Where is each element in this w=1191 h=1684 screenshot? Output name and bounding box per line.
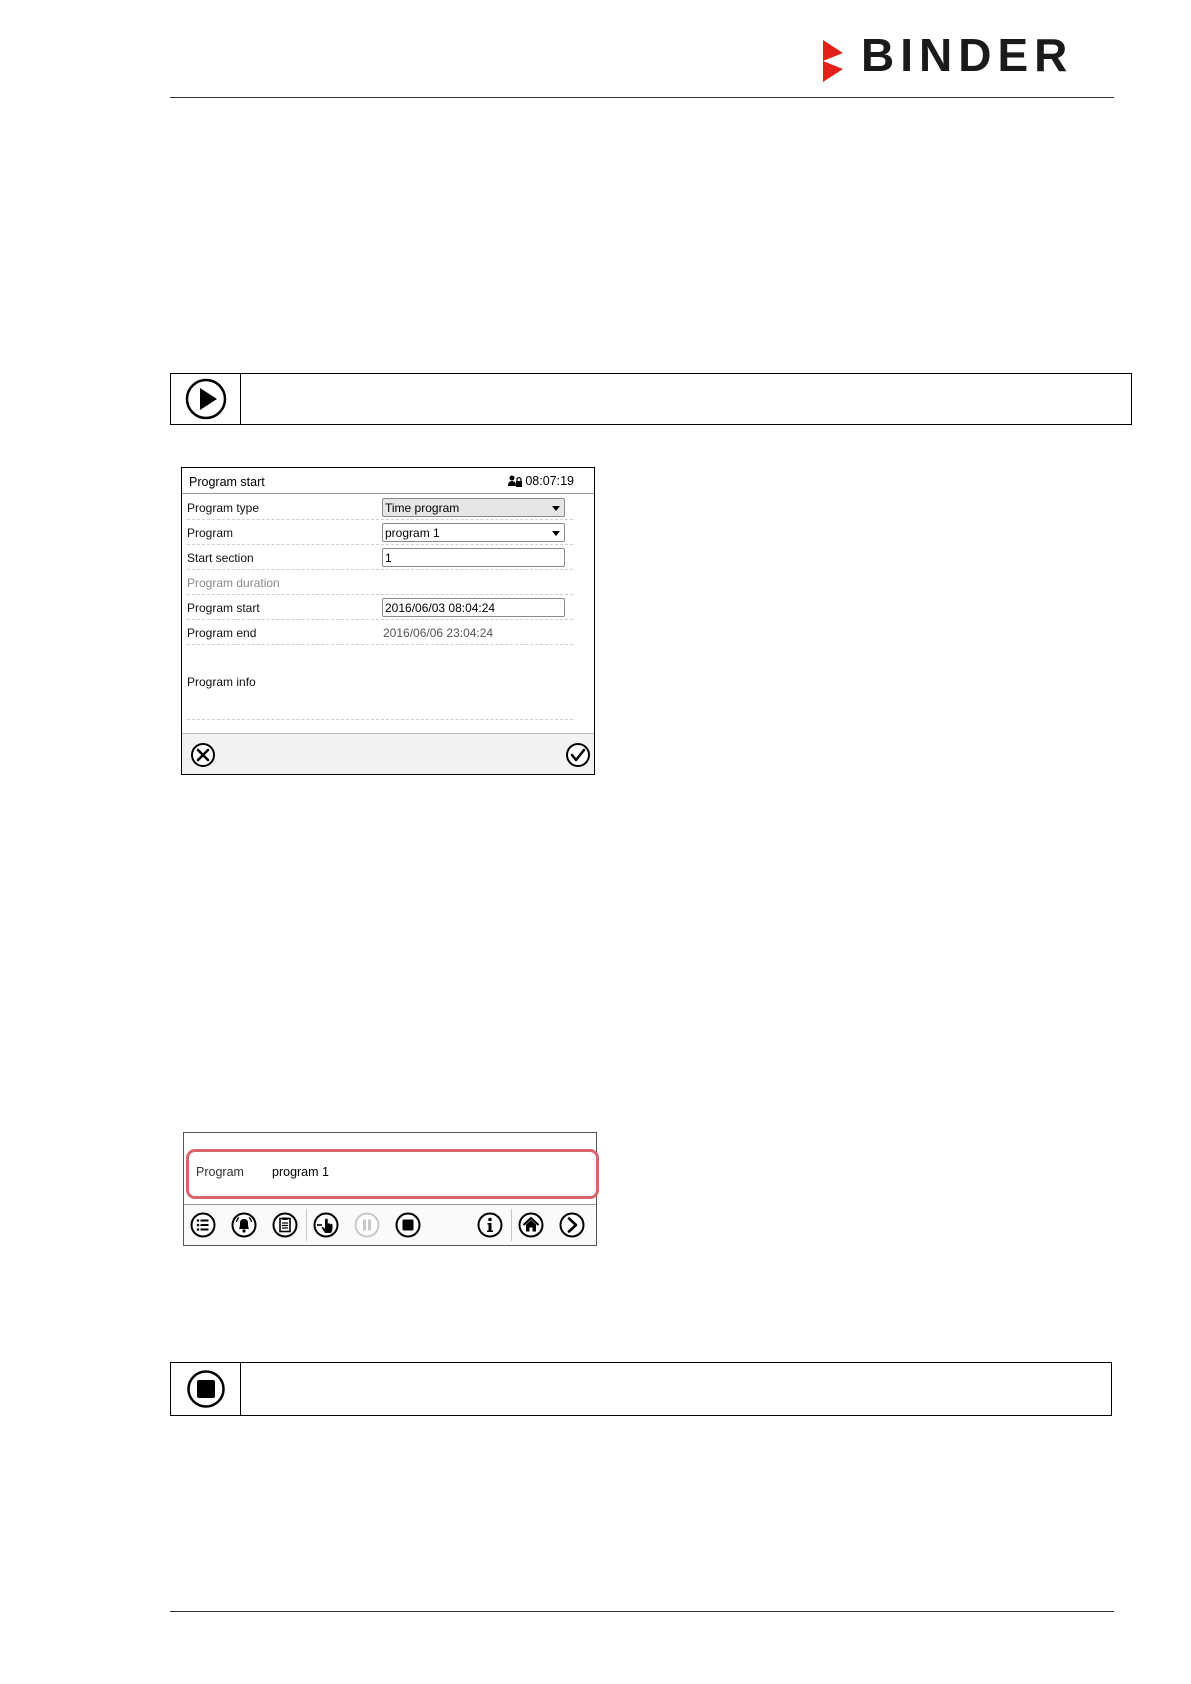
row-label: Program start	[187, 601, 260, 615]
cancel-circle-icon[interactable]	[190, 742, 216, 768]
screen-footer	[182, 733, 594, 774]
row-program-start	[187, 595, 573, 620]
row-program-info	[187, 645, 573, 720]
program-dropdown[interactable]	[382, 523, 565, 542]
row-label: Program type	[187, 501, 260, 515]
program-end-value: 2016/06/06 23:04:24	[383, 626, 494, 640]
row-label: Start section	[187, 551, 254, 565]
row-start-section	[187, 545, 573, 570]
user-lock-icon	[507, 474, 523, 488]
home-icon[interactable]	[518, 1212, 544, 1238]
chevron-down-icon	[552, 506, 560, 511]
start-note-icon-cell	[171, 374, 241, 424]
alarm-bell-icon[interactable]	[231, 1212, 257, 1238]
row-program-type	[187, 495, 573, 520]
program-label: Program	[196, 1165, 244, 1179]
clipboard-icon[interactable]	[272, 1212, 298, 1238]
header-rule	[170, 97, 1114, 98]
binder-logo	[815, 29, 1115, 86]
stop-note-box	[170, 1362, 1112, 1416]
program-type-dropdown[interactable]	[382, 498, 565, 517]
stop-icon[interactable]	[395, 1212, 421, 1238]
row-program-duration	[187, 570, 573, 595]
stop-note-icon-cell	[171, 1363, 241, 1415]
row-program	[187, 520, 573, 545]
list-menu-icon[interactable]	[190, 1212, 216, 1238]
row-label: Program info	[187, 675, 256, 689]
footer-rule	[170, 1611, 1114, 1612]
chevron-down-icon	[552, 531, 560, 536]
bottom-toolbar	[184, 1204, 596, 1245]
stop-circle-icon	[186, 1369, 226, 1409]
row-program-end	[187, 620, 573, 645]
binder-logo-mark	[821, 40, 857, 82]
row-label: Program	[187, 526, 234, 540]
toolbar-separator	[306, 1209, 307, 1241]
row-label: Program duration	[187, 576, 280, 590]
program-start-input[interactable]: 2016/06/03 08:04:24	[382, 598, 565, 617]
screen-time: 08:07:19	[525, 474, 574, 488]
program-start-screen	[181, 467, 595, 775]
program-highlight-frame	[186, 1149, 599, 1199]
dropdown-value: program 1	[385, 526, 440, 540]
row-label: Program end	[187, 626, 257, 640]
next-arrow-icon[interactable]	[559, 1212, 585, 1238]
screen-clock	[507, 474, 574, 488]
toolbar-separator	[511, 1209, 512, 1241]
program-running-screen	[183, 1132, 597, 1246]
pause-icon[interactable]	[354, 1212, 380, 1238]
manual-touch-icon[interactable]	[313, 1212, 339, 1238]
start-section-input[interactable]: 1	[382, 548, 565, 567]
program-value: program 1	[272, 1165, 329, 1179]
screen-header-divider	[182, 493, 594, 494]
binder-logo-text: BINDER	[861, 29, 1074, 81]
screen-title: Program start	[189, 475, 265, 489]
play-circle-icon	[184, 377, 228, 421]
dropdown-value: Time program	[385, 501, 460, 515]
check-circle-icon[interactable]	[565, 742, 591, 768]
info-icon[interactable]	[477, 1212, 503, 1238]
start-note-box	[170, 373, 1132, 425]
